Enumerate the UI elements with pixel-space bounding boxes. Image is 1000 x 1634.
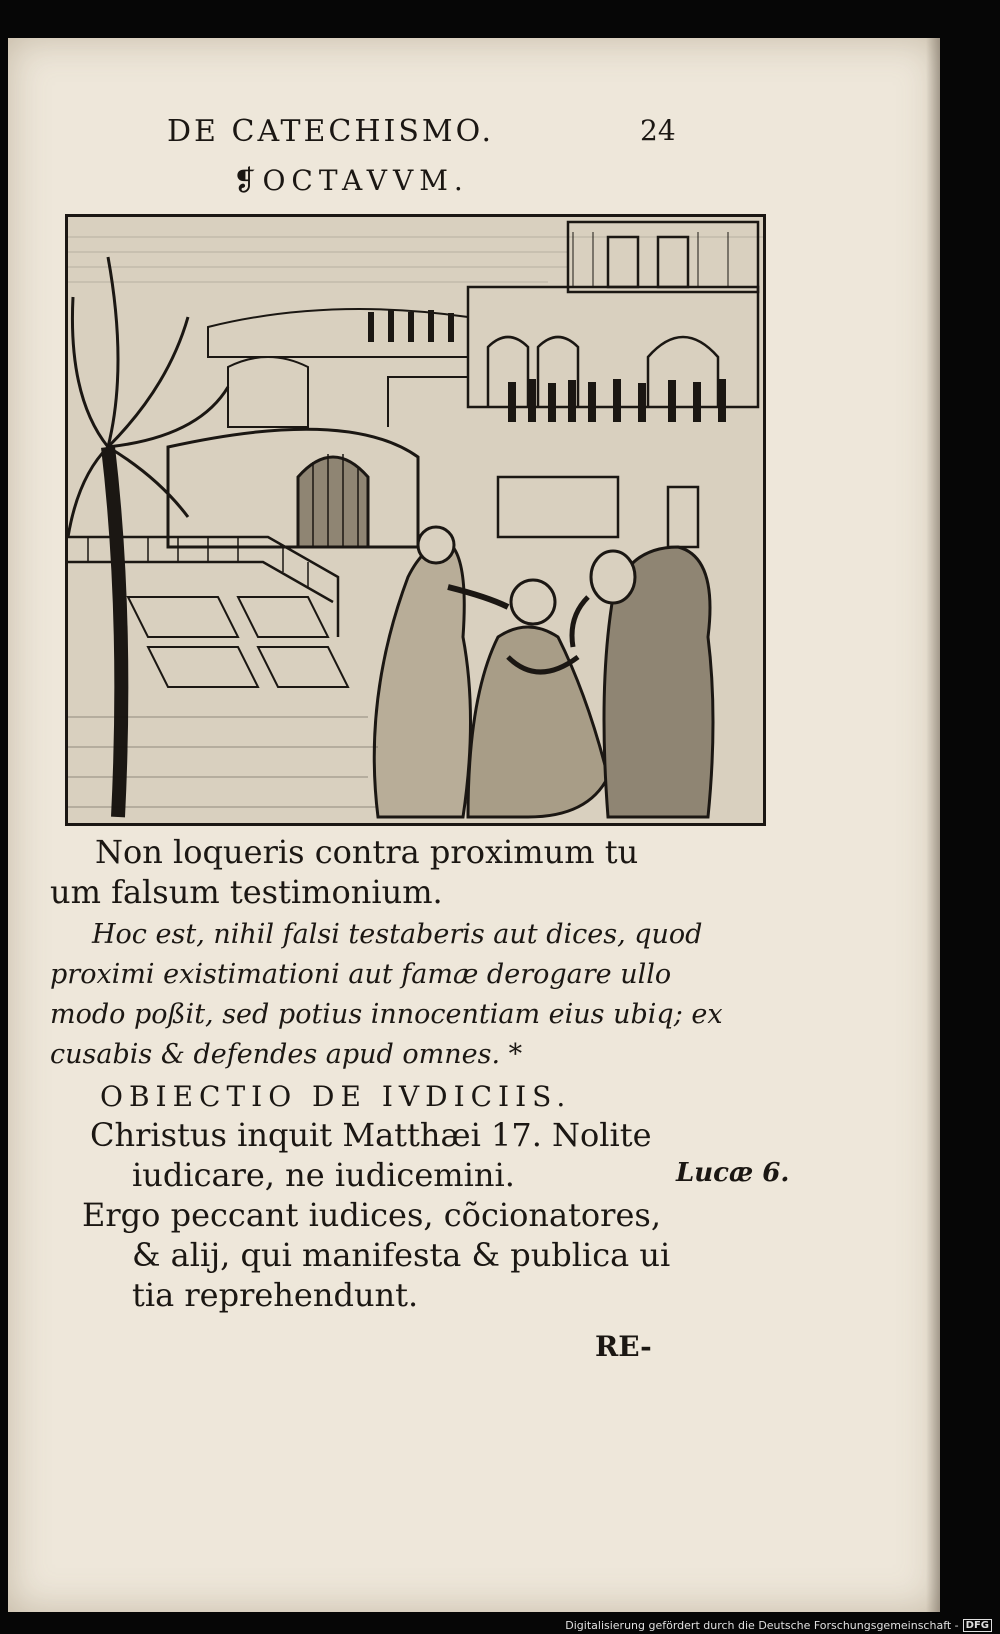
commandment-line-2: um falsum testimonium. [50,873,443,911]
gloss-line-1: Hoc est, nihil falsi testaberis aut dices, quod [92,919,703,950]
objection-text [50,1115,670,1315]
dfg-logo: DFG [963,1619,992,1632]
margin-note: Lucæ 6. [676,1158,790,1188]
commandment-text [50,832,638,912]
commandment-line-1: Non loqueris contra proximum tu [95,833,639,871]
objection-line-1: Christus inquit Matthæi 17. Nolite [90,1116,652,1154]
page-edge-shadow [926,38,940,1612]
page-number: 24 [640,114,676,147]
section-title: ❡OCTAVVM. [233,164,469,197]
objection-line-2: iudicare, ne iudicemini. [132,1156,515,1194]
credit-text: Digitalisierung gefördert durch die Deutsche Forschungsgemeinschaft - [565,1619,959,1632]
woodcut-illustration-icon [68,217,763,823]
objection-line-3: Ergo peccant iudices, cõcionatores, [82,1196,661,1234]
running-head: DE CATECHISMO. [167,114,494,149]
woodcut-illustration [65,214,766,826]
gloss-text [50,915,723,1075]
catchword: RE- [595,1330,652,1363]
objection-line-5: tia reprehendunt. [132,1276,419,1314]
gloss-line-3: modo poßit, sed potius innocentiam eius ubiq; ex [50,999,723,1030]
objection-heading: OBIECTIO DE IVDICIIS. [100,1080,572,1113]
digitization-credit [565,1619,992,1632]
objection-line-4: & alij, qui manifesta & publica ui [132,1236,671,1274]
gloss-line-4: cusabis & defendes apud omnes. * [50,1039,523,1070]
gloss-line-2: proximi existimationi aut famæ derogare ullo [50,959,672,990]
